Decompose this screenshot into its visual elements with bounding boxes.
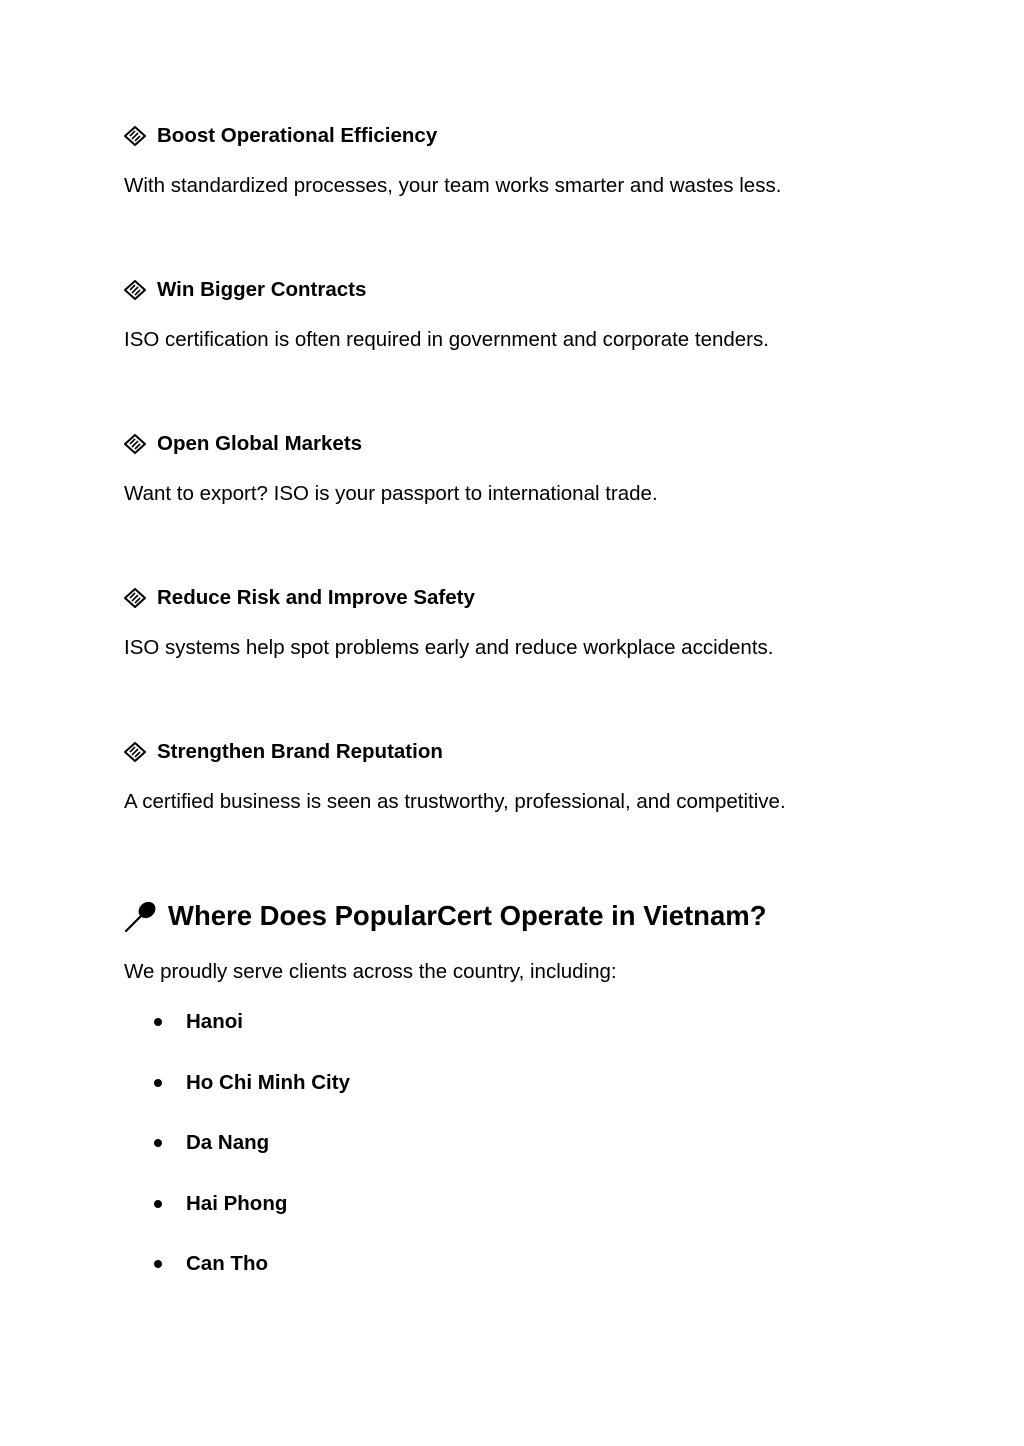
bullet-dot	[154, 1079, 162, 1087]
pushpin-icon	[124, 899, 158, 933]
benefit-heading	[124, 431, 362, 457]
bullet-dot	[154, 1139, 162, 1147]
city-name: Da Nang	[186, 1131, 270, 1154]
list-item	[154, 1070, 350, 1096]
list-item	[154, 1009, 243, 1035]
benefit-description: Want to export? ISO is your passport to international trade.	[124, 482, 658, 505]
benefit-heading	[124, 739, 443, 765]
benefit-description: ISO systems help spot problems early and reduce workplace accidents.	[124, 636, 774, 659]
bullet-dot	[154, 1018, 162, 1026]
benefit-description: A certified business is seen as trustworthy, professional, and competitive.	[124, 790, 786, 813]
section-intro: We proudly serve clients across the country, including:	[124, 960, 617, 983]
benefit-heading	[124, 123, 437, 149]
bullet-dot	[154, 1260, 162, 1268]
benefit-heading	[124, 277, 366, 303]
benefit-title: Reduce Risk and Improve Safety	[157, 586, 475, 609]
diamond-icon	[124, 280, 146, 300]
city-name: Can Tho	[186, 1252, 268, 1275]
benefit-description: With standardized processes, your team works smarter and wastes less.	[124, 174, 782, 197]
benefit-title: Open Global Markets	[157, 432, 363, 455]
list-item	[154, 1191, 287, 1217]
bullet-dot	[154, 1200, 162, 1208]
benefit-description: ISO certification is often required in government and corporate tenders.	[124, 328, 769, 351]
section-title: Where Does PopularCert Operate in Vietnam?	[168, 900, 767, 931]
benefit-heading	[124, 585, 475, 611]
diamond-icon	[124, 434, 146, 454]
section-heading	[124, 896, 767, 936]
list-item	[154, 1130, 269, 1156]
list-item	[154, 1251, 268, 1277]
city-name: Hai Phong	[186, 1192, 288, 1215]
benefit-title: Boost Operational Efficiency	[157, 124, 438, 147]
city-name: Hanoi	[186, 1010, 243, 1033]
diamond-icon	[124, 588, 146, 608]
diamond-icon	[124, 742, 146, 762]
benefit-title: Strengthen Brand Reputation	[157, 740, 443, 763]
city-name: Ho Chi Minh City	[186, 1071, 350, 1094]
diamond-icon	[124, 126, 146, 146]
benefit-title: Win Bigger Contracts	[157, 278, 367, 301]
